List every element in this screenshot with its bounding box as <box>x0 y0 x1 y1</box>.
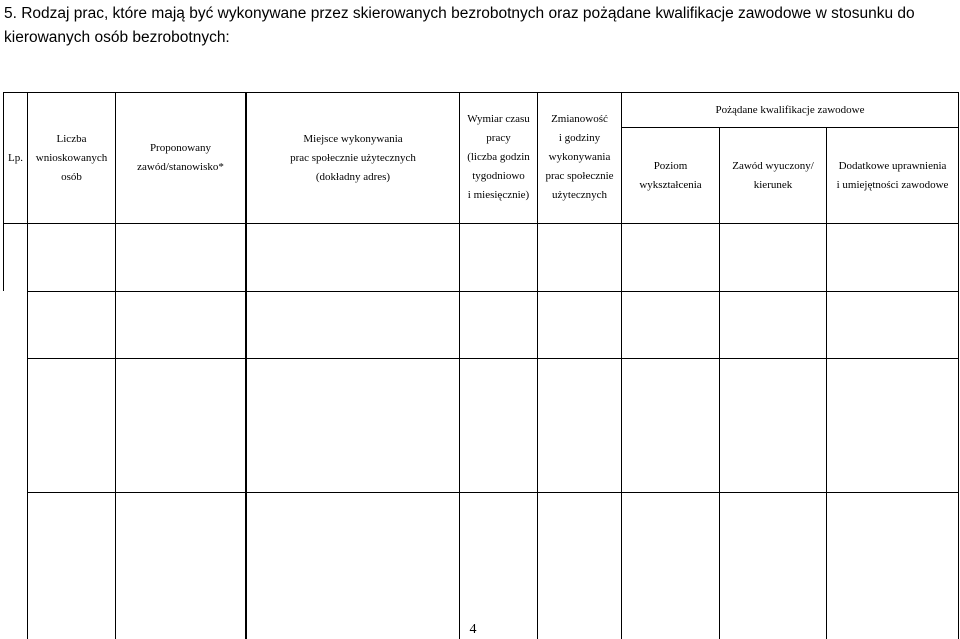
table-row[interactable] <box>28 224 958 291</box>
section-heading-line-2: kierowanych osób bezrobotnych: <box>4 29 230 46</box>
header-zmianowosc-line-4: prac społecznie <box>545 170 614 182</box>
header-zawod <box>116 93 245 223</box>
header-zmianowosc-line-1: Zmianowość <box>551 113 608 125</box>
header-liczba <box>28 93 115 223</box>
header-poziom-line-1: Poziom <box>653 159 688 172</box>
header-kwalifikacje-group <box>622 93 958 127</box>
header-zmianowosc-line-3: wykonywania <box>548 151 611 163</box>
header-zawod-wyuczony-line-2: kierunek <box>753 178 793 191</box>
table-row[interactable] <box>28 493 958 639</box>
header-zawod-line-2: zawód/stanowisko* <box>137 161 224 173</box>
header-poziom-line-2: wykształcenia <box>639 178 702 191</box>
header-wymiar-line-1: Wymiar czasu <box>467 113 530 125</box>
section-heading-line-1: 5. Rodzaj prac, które mają być wykonywane przez skierowanych bezrobotnych oraz pożądane kwalifikacje zawodowe w stosunku do <box>4 5 915 22</box>
header-dodatkowe-line-2: i umiejętności zawodowe <box>836 178 949 191</box>
table-row[interactable] <box>28 292 958 358</box>
header-wymiar-line-5: i miesięcznie) <box>467 189 530 201</box>
header-dodatkowe <box>827 128 958 223</box>
header-miejsce-line-1: Miejsce wykonywania <box>303 132 403 145</box>
header-zmianowosc-line-5: użytecznych <box>552 189 607 201</box>
header-dodatkowe-line-1: Dodatkowe uprawnienia <box>838 159 947 172</box>
header-lp-label: Lp. <box>8 151 23 164</box>
header-wymiar-line-2: pracy <box>486 132 511 144</box>
header-zawod-line-1: Proponowany <box>149 142 212 154</box>
header-wymiar-line-3: (liczba godzin <box>467 151 530 163</box>
header-liczba-line-3: osób <box>61 170 82 183</box>
header-miejsce <box>247 93 459 223</box>
header-miejsce-line-3: (dokładny adres) <box>315 170 391 183</box>
header-zawod-wyuczony-line-1: Zawód wyuczony/ <box>732 159 814 172</box>
header-poziom <box>622 128 719 223</box>
header-miejsce-line-2: prac społecznie użytecznych <box>290 151 416 164</box>
page-number: 4 <box>469 622 477 637</box>
table-border-right <box>958 92 959 639</box>
header-lp <box>4 93 27 223</box>
table-row[interactable] <box>28 359 958 492</box>
header-wymiar-line-4: tygodniowo <box>472 170 525 182</box>
header-zmianowosc-line-2: i godziny <box>558 132 601 144</box>
header-zmianowosc <box>538 110 621 220</box>
header-wymiar <box>460 110 537 220</box>
header-liczba-line-2: wnioskowanych <box>35 151 108 164</box>
header-kwalifikacje-label: Pożądane kwalifikacje zawodowe <box>715 103 865 116</box>
header-liczba-line-1: Liczba <box>56 132 87 145</box>
header-zawod-wyuczony <box>720 128 826 223</box>
